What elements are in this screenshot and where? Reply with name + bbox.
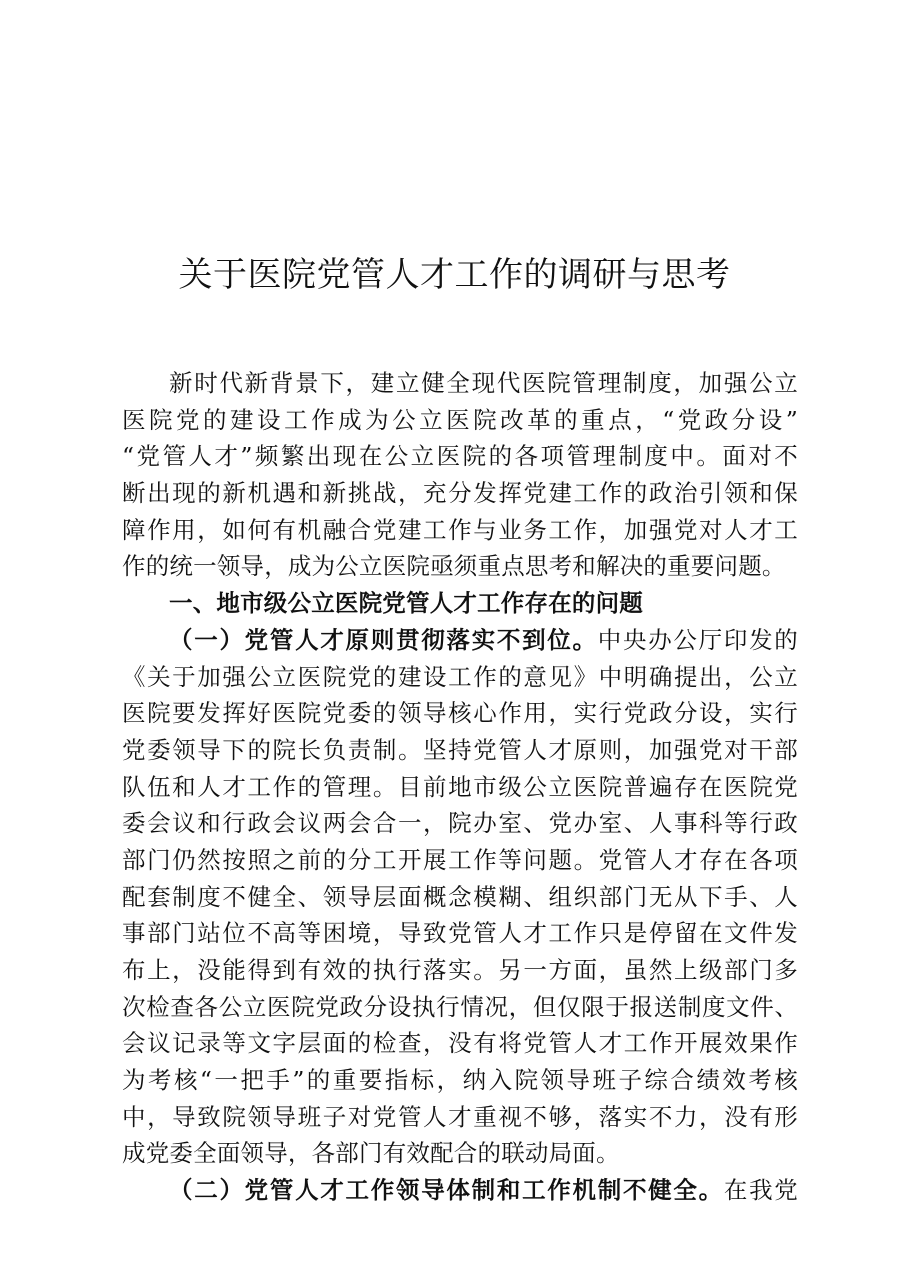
paragraph-line: 布上，没能得到有效的执行落实。另一方面，虽然上级部门多: [122, 956, 798, 984]
paragraph-line: 会议记录等文字层面的检查，没有将党管人才工作开展效果作: [122, 1029, 798, 1058]
paragraph-line: [122, 622, 798, 659]
paragraph-line: 作的统一领导，成为公立医院亟须重点思考和解决的重要问题。: [122, 552, 786, 581]
paragraph-line: 医院党的建设工作成为公立医院改革的重点，“党政分设”: [122, 405, 798, 434]
paragraph-line: 为考核“一把手”的重要指标，纳入院领导班子综合绩效考核: [122, 1066, 798, 1095]
paragraph-line: 队伍和人才工作的管理。目前地市级公立医院普遍存在医院党: [122, 772, 798, 801]
paragraph-line: 成党委全面领导，各部门有效配合的联动局面。: [122, 1139, 620, 1168]
paragraph-line: 事部门站位不高等困境，导致党管人才工作只是停留在文件发: [122, 919, 798, 948]
paragraph-line: 配套制度不健全、领导层面概念模糊、组织部门无从下手、人: [122, 882, 798, 911]
subsection-heading: （一）党管人才原则贯彻落实不到位。: [169, 625, 598, 654]
paragraph-line: 委会议和行政会议两会合一，院办室、党办室、人事科等行政: [122, 809, 798, 838]
subsection-heading: （二）党管人才工作领导体制和工作机制不健全。: [169, 1176, 724, 1205]
section-heading: 一、地市级公立医院党管人才工作存在的问题: [169, 589, 643, 618]
paragraph-line: 中，导致院领导班子对党管人才重视不够，落实不力，没有形: [122, 1102, 798, 1131]
paragraph-line: 障作用，如何有机融合党建工作与业务工作，加强党对人才工: [122, 515, 798, 544]
paragraph-line: 新时代新背景下，建立健全现代医院管理制度，加强公立: [169, 369, 798, 397]
paragraph-line: 《关于加强公立医院党的建设工作的意见》中明确提出，公立: [122, 662, 798, 691]
paragraph-text: 中央办公厅印发的: [597, 625, 798, 654]
paragraph-line: “党管人才”频繁出现在公立医院的各项管理制度中。面对不: [122, 442, 798, 471]
paragraph-text: 在我党: [723, 1176, 798, 1205]
document-body: [122, 365, 798, 1209]
paragraph-line: 次检查各公立医院党政分设执行情况，但仅限于报送制度文件、: [122, 992, 798, 1021]
paragraph-line: 断出现的新机遇和新挑战，充分发挥党建工作的政治引领和保: [122, 479, 798, 508]
document-title: 关于医院党管人才工作的调研与思考: [178, 255, 731, 295]
paragraph-line: 部门仍然按照之前的分工开展工作等问题。党管人才存在各项: [122, 845, 798, 874]
paragraph-line: 党委领导下的院长负责制。坚持党管人才原则，加强党对干部: [122, 735, 798, 764]
paragraph-line: [122, 1172, 798, 1209]
paragraph-line: 医院要发挥好医院党委的领导核心作用，实行党政分设，实行: [122, 699, 798, 728]
